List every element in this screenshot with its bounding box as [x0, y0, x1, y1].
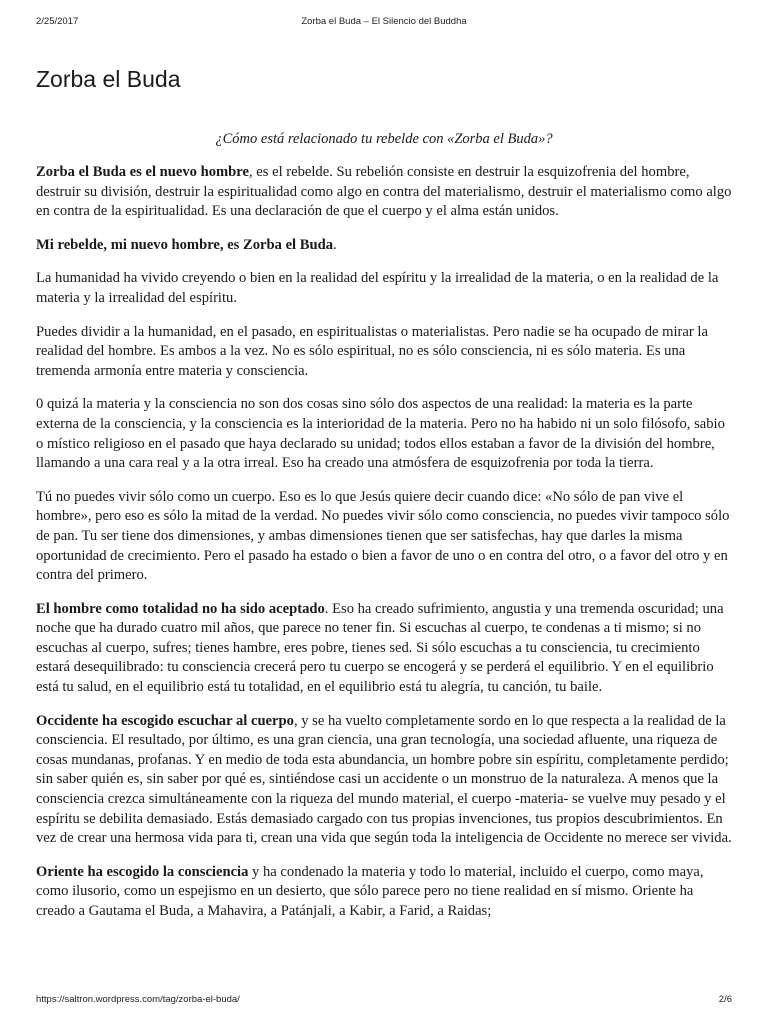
paragraph-5: 0 quizá la materia y la consciencia no son dos cosas sino sólo dos aspectos de una realidad: la materia es la parte externa de la consciencia, y la consciencia es la interioridad de la materia. Pero no ha habido ni un solo filósofo, sabio o místico religioso en el pasado que haya declarado su unidad; todos ellos estaban a favor de la división del hombre, llamando a una cara real y a la otra irreal. Eso ha creado una atmósfera de esquizofrenia por toda la tierra. [36, 396, 725, 472]
paragraph-1-bold: Zorba el Buda es el nuevo hombre [36, 164, 249, 180]
print-page-title: Zorba el Buda – El Silencio del Buddha [301, 16, 467, 27]
print-date: 2/25/2017 [36, 16, 79, 27]
paragraph-4: Puedes dividir a la humanidad, en el pasado, en espiritualistas o materialistas. Pero nadie se ha ocupado de mirar la realidad del hombre. Es ambos a la vez. No es sólo espiritual, no es sólo consciencia, ni es sólo materia. Es una tremenda armonía entre materia y consciencia. [36, 323, 708, 379]
paragraph-3: La humanidad ha vivido creyendo o bien en la realidad del espíritu y la irrealidad de la materia, o en la realidad de la materia y la irrealidad del espíritu. [36, 270, 719, 306]
paragraph-8-text: , y se ha vuelto completamente sordo en lo que respecta a la realidad de la consciencia. El resultado, por último, es una gran ciencia, una gran tecnología, una sociedad afluente, una riqueza de cosas mundanas, profanas. Y en medio de toda esta abundancia, un hombre pobre sin espíritu, completamente perdido; sin saber quién es, sin saber por qué es, sintiéndose casi un accidente o un monstruo de la naturaleza. A menos que la consciencia crezca simultáneamente con la riqueza del mundo material, el cuerpo -materia- se vuelve muy pesado y el espíritu se debilita demasiado. Estás demasiado cargado con tus propias invenciones, tus propios descubrimientos. En vez de crear una hermosa vida para ti, crean una vida que según toda la inteligencia de Occidente no merece ser vivida. [36, 712, 732, 847]
paragraph-1 [36, 163, 732, 222]
paragraph-6: Tú no puedes vivir sólo como un cuerpo. Eso es lo que Jesús quiere decir cuando dice: «No sólo de pan vive el hombre», pero eso es sólo la mitad de la verdad. No puedes vivir sólo como consciencia, no puedes vivir tampoco sólo de pan. Tu ser tiene dos dimensiones, y ambas dimensiones tienen que ser satisfechas, hay que darles la misma oportunidad de crecimiento. Pero el pasado ha estado o bien a favor de uno o en contra del otro, o a favor del otro y en contra del primero. [36, 488, 730, 584]
paragraph-1-text: , es el rebelde. Su rebelión consiste en destruir la esquizofrenia del hombre, destruir su división, destruir la espiritualidad como algo en contra del materialismo, destruir el materialismo como algo en contra de la espiritualidad. Es una declaración de que el cuerpo y el alma están unidos. [36, 164, 732, 220]
paragraph-9-text: y ha condenado la materia y todo lo material, incluido el cuerpo, como maya, como ilusorio, como un espejismo en un desierto, que sólo parece pero no tiene realidad en sí mismo. Oriente ha creado a Gautama el Buda, a Mahavira, a Patánjali, a Kabir, a Farid, a Raidas; [36, 863, 704, 919]
print-footer [36, 994, 732, 1008]
article-title: Zorba el Buda [36, 66, 181, 92]
print-page-number: 2/6 [718, 994, 732, 1005]
print-url: https://saltron.wordpress.com/tag/zorba-el-buda/ [36, 994, 240, 1005]
paragraph-2-text: . [333, 236, 337, 253]
paragraph-8-bold: Occidente ha escogido escuchar al cuerpo [36, 712, 294, 729]
article-content [36, 64, 732, 936]
paragraph-9-bold: Oriente ha escogido la consciencia [36, 863, 249, 880]
article-question: ¿Cómo está relacionado tu rebelde con «Zorba el Buda»? [215, 131, 553, 147]
paragraph-2 [36, 236, 732, 256]
paragraph-7 [36, 600, 732, 698]
print-header [36, 16, 732, 30]
paragraph-7-text: . Eso ha creado sufrimiento, angustia y una tremenda oscuridad; una noche que ha durado cuatro mil años, que parece no tener fin. Si escuchas al cuerpo, te condenas a ti mismo; si no escuchas al cuerpo, sufres; tienes hambre, eres pobre, tienes sed. Si sólo escuchas a tu consciencia, tu crecimiento estará desequilibrado: tu consciencia crecerá pero tu cuerpo se encogerá y se perderá el equilibrio. Y en el equilibrio está tu salud, en el equilibrio está tu totalidad, en el equilibrio está tu alegría, tu canción, tu baile. [36, 600, 724, 696]
paragraph-9 [36, 863, 732, 922]
paragraph-2-bold: Mi rebelde, mi nuevo hombre, es Zorba el Buda [36, 236, 334, 253]
paragraph-8 [36, 712, 732, 849]
paragraph-7-bold: El hombre como totalidad no ha sido aceptado [36, 600, 325, 617]
